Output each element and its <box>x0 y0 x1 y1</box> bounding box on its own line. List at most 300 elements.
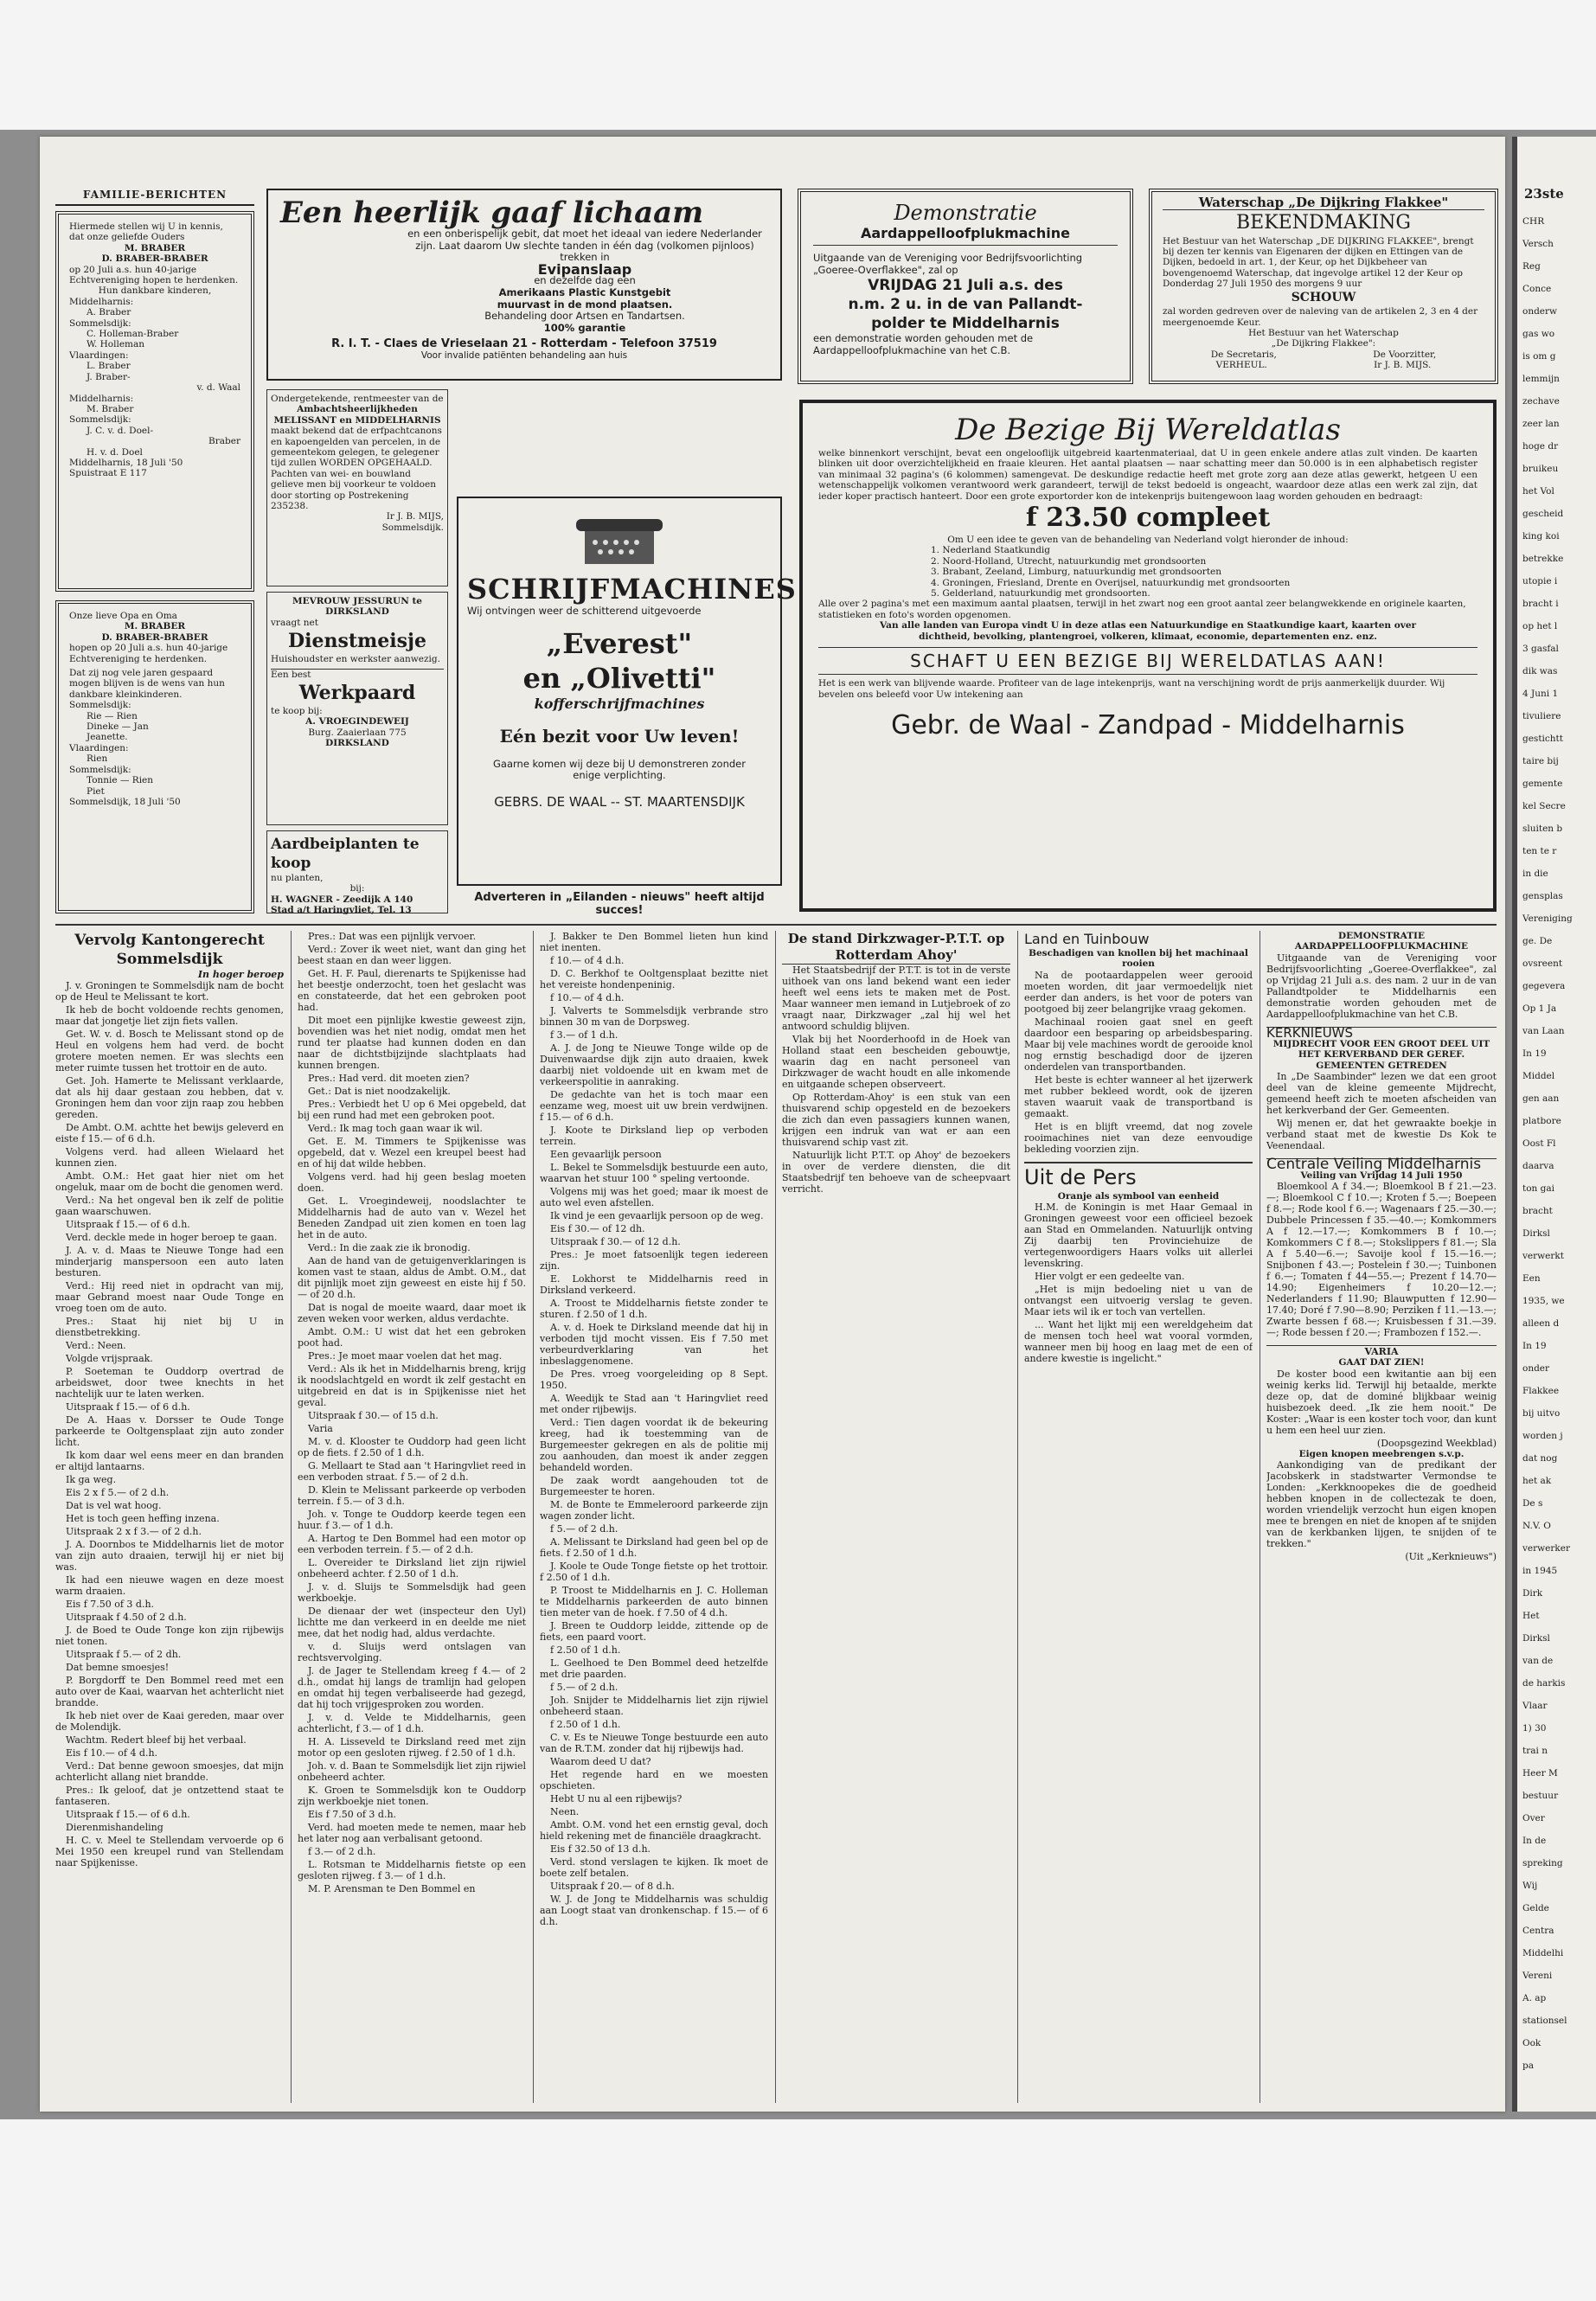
intro: Onze lieve Opa en Oma <box>69 611 177 621</box>
column-3-paragraph: J. Valverts te Sommelsdijk verbrande stro binnen 30 m van de Dorpsweg. <box>540 1005 768 1028</box>
column-2-paragraph: Varia <box>308 1423 333 1434</box>
lichaam-line: 100% garantie <box>543 321 626 334</box>
column-3-paragraph: A. Weedijk te Stad aan 't Haringvliet reed met onder rijbewijs. <box>540 1393 768 1415</box>
atlas-intro: welke binnenkort verschijnt, bevat een ongelooflijk uitgebreid kaartenmateriaal, dat U in geen enkele andere atlas zult vinden. De kaarten blinken uit door overzichtelijkheid en fraaie kleuren. Het aantal plaatsen — naar schatting meer dan 50.000 is in een alphabetisch register van minimaal 32 pagina's (6 kolommen) samengevat. De deskundige redactie heeft met grote zorg aan deze atlas gewerkt, hetgeen U een wetenschappelijk volkomen verantwoord werk garandeert, terwijl de tekst bedoeld is ongeacht, waardoor deze atlas een werk zal zijn, dat ieder koper practisch hanteert. Door een grote exportorder kon de intekenprijs buitengewoon laag worden gehouden en bedraagt: <box>818 448 1477 502</box>
sign: Sommelsdijk. <box>381 522 444 533</box>
edge-word: 3 gasfal <box>1522 644 1559 655</box>
edge-word: bruikeu <box>1522 464 1559 475</box>
demo-date: VRIJDAG 21 Juli a.s. des <box>868 277 1063 295</box>
text: Pachten van wei- en bouwland gelieve men bij voorkeur te voldoen door storting op Postrekening 235238. <box>271 468 436 512</box>
column-3-paragraph: De gedachte van het is toch maar een eenzame weg, moest uit uw brein verdwijnen. f 15.— of 6 d.h. <box>540 1089 768 1123</box>
edge-word: Conce <box>1522 284 1552 295</box>
edge-word: Ook <box>1522 2038 1542 2049</box>
kerk-body <box>1266 1071 1497 1151</box>
name: J. Braber- <box>87 371 131 382</box>
name: C. Holleman-Braber <box>87 329 179 340</box>
edge-word: spreking <box>1522 1858 1563 1869</box>
schrijfmachines-ad <box>457 497 797 886</box>
column-3-paragraph: f 10.— of 4 d.h. <box>550 992 625 1003</box>
atlas-text: Van alle landen van Europa vindt U in deze atlas een Natuurkundige en Staatkundige kaart, kaarten over dichtheid, bevolking, plantengroei, volkeren, klimaat, economie, departementen enz. enz. <box>879 620 1417 642</box>
kerk-sub: MIJDRECHT VOOR EEN GROOT DEEL UIT HET KERVERBAND DER GEREF. GEMEENTEN GETREDEN <box>1272 1038 1490 1071</box>
edge-word: Een <box>1522 1273 1541 1285</box>
column-3-paragraph: Uitspraak f 30.— of 12 d.h. <box>550 1236 681 1247</box>
heading: Ambachtsheerlijkheden <box>297 404 418 415</box>
column-2-paragraph: J. v. d. Sluijs te Sommelsdijk had geen werkboekje. <box>298 1581 526 1604</box>
text: te koop bij: <box>271 706 323 717</box>
edge-word: Op 1 Ja <box>1522 1003 1557 1015</box>
edge-word: N.V. O <box>1522 1521 1551 1532</box>
column-3-paragraph: Eis f 30.— of 12 dh. <box>550 1223 645 1234</box>
edge-word: Dirk <box>1522 1588 1543 1599</box>
column-3-paragraph: P. Troost te Middelharnis en J. C. Holleman te Middelharnis parkeerden de auto binnen tien meter van de hoek. f 7.50 of 4 d.h. <box>540 1585 768 1618</box>
name: Piet <box>87 785 105 797</box>
atlas-footer: Gebr. de Waal - Zandpad - Middelharnis <box>891 709 1405 740</box>
place: Vlaardingen: <box>69 349 129 361</box>
text: vraagt net <box>271 617 318 628</box>
atlas-text: Alle over 2 pagina's met een maximum aantal plaatsen, terwijl in het zwart nog een groot aantal zeer belangwekkende en originele kaarten, statistieken en foto's worden opgenomen. <box>818 599 1466 620</box>
sign: Ir J. B. MIJS, <box>386 511 444 522</box>
waterschap-heading: BEKENDMAKING <box>1236 211 1411 234</box>
sign: De Secretaris, <box>1210 349 1277 360</box>
column-3-paragraph: Uitspraak f 20.— of 8 d.h. <box>550 1881 675 1892</box>
kanton-paragraph: Verd.: Dat benne gewoon smoesjes, dat mijn achterlicht allang niet brandde. <box>55 1760 284 1783</box>
jessurun-ad <box>266 592 448 825</box>
column-2-paragraph: G. Mellaart te Stad aan 't Haringvliet reed in een verboden straat. f 5.— of 2 d.h. <box>298 1460 526 1483</box>
place: Vlaardingen: <box>69 742 129 753</box>
column-2 <box>298 931 526 2103</box>
text: Burg. Zaaierlaan 775 <box>308 727 407 738</box>
waterschap-ad <box>1149 189 1498 384</box>
column-3-paragraph: f 10.— of 4 d.h. <box>550 955 625 966</box>
column-3-paragraph: Een gevaarlijk persoon <box>550 1149 662 1160</box>
column-3-paragraph: Ik vind je een gevaarlijk persoon op de weg. <box>550 1210 764 1221</box>
edge-word: van Laan <box>1522 1026 1565 1037</box>
varia-sub: Eigen knopen meebrengen s.v.p. <box>1298 1448 1465 1459</box>
edge-word: Vereni <box>1522 1971 1553 1982</box>
land-title: Land en Tuinbouw <box>1024 931 1150 947</box>
section-divider <box>55 924 1497 926</box>
column-3-paragraph: J. Bakker te Den Bommel lieten hun kind niet inenten. <box>540 931 768 953</box>
edge-word: hoge dr <box>1522 441 1559 452</box>
edge-word: ovsreent <box>1522 958 1563 970</box>
column-3-paragraph: Neen. <box>550 1806 580 1817</box>
name: H. v. d. Doel <box>87 446 143 458</box>
column-rule <box>291 931 292 2103</box>
edge-word: in 1945 <box>1522 1566 1558 1577</box>
land-body <box>1024 970 1253 1155</box>
column-2-paragraph: M. P. Arensman te Den Bommel en <box>308 1883 476 1894</box>
kanton-column <box>55 931 284 2103</box>
edge-word: In de <box>1522 1836 1547 1847</box>
pers-paragraph: ... Want het lijkt mij een wereldgeheim dat de mensen toch heel wat vooral vormden, wanneer men bij hoog en laag met de een of andere kwestie is ingelicht." <box>1024 1319 1253 1365</box>
edge-word: Middel <box>1522 1071 1555 1082</box>
column-2-paragraph: Joh. v. d. Baan te Sommelsdijk liet zijn rijwiel onbeheerd achter. <box>298 1760 526 1783</box>
column-2-paragraph: Get. L. Vroegindeweij, noodslachter te Middelharnis had de auto van v. Wezel het Beneden Zandpad uit zien komen en toen lag het in de auto. <box>298 1195 526 1240</box>
atlas-slogan: SCHAFT U EEN BEZIGE BIJ WERELDATLAS AAN! <box>818 647 1477 675</box>
column-3-paragraph: Verd.: Tien dagen voordat ik de bekeuring kreeg, had ik toestemming van de Burgemeester gekregen en als de politie mij zou aanhouden, dan moest ik ander zeggen behandeld worden. <box>540 1417 768 1473</box>
column-2-paragraph: Aan de hand van de getuigenverklaringen is komen vast te staan, aldus de Ambt. O.M., dat dit pijnlijk moet zijn geweest en eiste hij f 50.— of 20 d.h. <box>298 1255 526 1300</box>
edge-word: 1) 30 <box>1522 1723 1547 1734</box>
atlas-text: Het is een werk van blijvende waarde. Profiteer van de lage intekenprijs, want na verschijning wordt de prijs aanmerkelijk duurder. Wij bevelen ons beleefd voor Uw intekening aan <box>818 678 1445 700</box>
pers-paragraph: Hier volgt er een gedeelte van. <box>1035 1271 1185 1283</box>
edge-word: ge. De <box>1522 936 1553 947</box>
kanton-paragraph: Ik heb de bocht voldoende rechts genomen, maar dat jongetje liet zijn fiets vallen. <box>55 1004 284 1027</box>
atlas-item: 5. Gelderland, natuurkundig met grondsoorten. <box>931 588 1151 599</box>
name: Braber <box>208 436 240 447</box>
column-3-paragraph: Het regende hard en we moesten opschieten. <box>540 1769 768 1791</box>
sign-row <box>1163 360 1484 370</box>
edge-words <box>1517 199 1596 2076</box>
name: v. d. Waal <box>196 382 240 394</box>
kanton-paragraph: P. Borgdorff te Den Bommel reed met een auto over de Kaai, waarvan het achterlicht niet brandde. <box>55 1675 284 1708</box>
name: W. Holleman <box>87 339 145 350</box>
atlas-item: 3. Brabant, Zeeland, Limburg, natuurkundig met grondsoorten <box>931 567 1222 578</box>
lichaam-line: en dezelfde dag een <box>534 274 636 287</box>
column-3-paragraph: Ambt. O.M. vond het een ernstig geval, doch hield rekening met de financiële draagkracht. <box>540 1819 768 1842</box>
varia-title: VARIA <box>1266 1345 1497 1357</box>
place: Sommelsdijk: <box>69 764 131 775</box>
edge-word: lemmijn <box>1522 374 1560 385</box>
varia-source: (Uit „Kerknieuws") <box>1405 1551 1497 1563</box>
edge-word: stationsel <box>1522 2016 1567 2027</box>
kanton-paragraph: Volgens verd. had alleen Wielaard het kunnen zien. <box>55 1146 284 1169</box>
edge-word: CHR <box>1522 216 1545 228</box>
sign: Ir J. B. MIJS. <box>1374 360 1432 371</box>
edge-word: Vereniging <box>1522 913 1573 925</box>
column-3-paragraph: Eis f 32.50 of 13 d.h. <box>550 1843 651 1855</box>
edge-word: Het <box>1522 1611 1540 1622</box>
kanton-paragraph: Get. W. v. d. Bosch te Melissant stond op de Heul en volgens hem had verd. de bocht grotere moeten nemen. Er was slechts een meter ruimte tussen het trottoir en de auto. <box>55 1029 284 1074</box>
edge-word: king koi <box>1522 531 1560 542</box>
edge-word: 4 Juni 1 <box>1522 689 1559 700</box>
column-3-paragraph: A. Melissant te Dirksland had geen bel op de fiets. f 2.50 of 1 d.h. <box>540 1536 768 1559</box>
edge-word: bracht i <box>1522 599 1559 610</box>
column-2-paragraph: Eis f 7.50 of 3 d.h. <box>308 1809 397 1820</box>
edge-word: 1935, we <box>1522 1296 1565 1307</box>
heading: Dienstmeisje <box>288 630 426 653</box>
family-ad-1-text: op 20 Juli a.s. hun 40-jarige Echtvereniging hopen te herdenken. <box>69 264 239 286</box>
schrijf-text: Gaarne komen wij deze bij U demonstreren zonder enige verplichting. <box>493 757 746 782</box>
column-2-paragraph: Get. E. M. Timmers te Spijkenisse was opgebeld, dat v. Wezel een kreupel beest had en of hij dat wilde hebben. <box>298 1136 526 1170</box>
right-column <box>1266 931 1497 2103</box>
lichaam-line: Evipanslaap <box>537 260 632 278</box>
text: maakt bekend dat de erfpachtcanons en kapoengelden van percelen, in de gemeentekom gelegen, te gelegener tijd zullen WORDEN OPGEHAALD. <box>271 426 442 469</box>
kerk-paragraph: In „De Saambinder" lezen we dat een groot deel van de kleine gemeente Mijdrecht, gemeend heeft zich te moeten afscheiden van het kerkverband der Ger. Gemeenten. <box>1266 1071 1497 1117</box>
family-ad-1 <box>55 211 254 592</box>
sign: VERHEUL. <box>1215 360 1267 371</box>
kerk-paragraph: Wij menen er, dat het gewraakte boekje in verband staat met de kwestie Ds Kok te Veenendaal. <box>1266 1118 1497 1152</box>
column-2-paragraph: Pres.: Verbiedt het U op 6 Mei opgebeld, dat bij een rund had met een gebroken poot. <box>298 1099 526 1121</box>
varia-text: Aankondiging van de predikant der Jacobskerk in stadstwarter Vermondse te Londen: „Kerkknoopekes die de goedheid hebben knopen in de collectezak te doen, worden vriendelijk verzocht hun eigen knopen mee te brengen en niet de knopen af te snijden van de kerkbanken lijgen, te snijden of te trekken." <box>1266 1459 1497 1550</box>
family-header: FAMILIE-BERICHTEN <box>55 189 254 206</box>
land-paragraph: Het is en blijft vreemd, dat nog zovele rooimachines niet van deze eenvoudige bekleding voorzien zijn. <box>1024 1120 1253 1155</box>
edge-word: Dirksl <box>1522 1633 1550 1644</box>
land-paragraph: Het beste is echter wanneer al het ijzerwerk met rubber bekleed wordt, ook de ijzeren staven waaruit vaak de transportband is gemaakt. <box>1024 1074 1253 1119</box>
dirkzwager-paragraph: Natuurlijk licht P.T.T. op Ahoy' de bezoekers in over de verdere diensten, die dit Staatsbedrijf ten behoeve van de scheepvaart verricht. <box>782 1150 1010 1195</box>
edge-word: gas wo <box>1522 329 1555 340</box>
edge-word: dik was <box>1522 666 1558 677</box>
pers-sub: Oranje als symbool van eenheid <box>1057 1190 1220 1202</box>
kanton-paragraph: J. A. v. d. Maas te Nieuwe Tonge had een minderjarig manspersoon een auto laten besturen. <box>55 1245 284 1279</box>
column-2-paragraph: Volgens verd. had hij geen beslag moeten doen. <box>298 1171 526 1194</box>
column-3-paragraph: f 2.50 of 1 d.h. <box>550 1644 621 1656</box>
column-3-paragraph: A. v. d. Hoek te Dirksland meende dat hij in verboden tijd mocht vissen. Eis f 7.50 met verbeurdverklaring van het inbeslaggenomene. <box>540 1322 768 1367</box>
dirkzwager-paragraph: Het Staatsbedrijf der P.T.T. is tot in de verste uithoek van ons land bekend want een ieder heeft wel eens iets te maken met de Post. Maar wanneer men iemand in Lutjebroek of zo vraagt naar, Dirkzwager „zal hij wel het antwoord schuldig blijven. <box>782 965 1010 1032</box>
schrijf-title: SCHRIJFMACHINES <box>467 573 797 606</box>
date: Middelharnis, 18 Juli '50 <box>69 457 183 468</box>
edge-word: verwerker <box>1522 1543 1570 1554</box>
edge-word: Wij <box>1522 1881 1538 1892</box>
column-3-paragraph: J. Breen te Ouddorp leidde, zittende op de fiets, een paard voort. <box>540 1620 768 1643</box>
column-3-body <box>540 931 768 1927</box>
kanton-paragraph: Ik heb niet over de Kaai gereden, maar over de Molendijk. <box>55 1710 284 1733</box>
dirkzwager-body <box>782 965 1010 1195</box>
kanton-paragraph: Uitspraak 2 x f 3.— of 2 d.h. <box>66 1526 202 1537</box>
demo-subtitle: Aardappelloofplukmachine <box>813 225 1118 246</box>
edge-word: bestuur <box>1522 1791 1559 1802</box>
demo-place: polder te Middelharnis <box>871 315 1060 333</box>
text: hopen op 20 Juli a.s. hun 40-jarige Echtvereniging te herdenken. <box>69 643 228 664</box>
column-2-paragraph: v. d. Sluijs werd ontslagen van rechtsvervolging. <box>298 1641 526 1663</box>
column-3-paragraph: De zaak wordt aangehouden tot de Burgemeester te horen. <box>540 1475 768 1497</box>
demo-title: Demonstratie <box>894 201 1037 225</box>
name: Rie — Rien <box>87 710 138 721</box>
kanton-paragraph: Verd.: Neen. <box>66 1340 126 1351</box>
kanton-body <box>55 980 284 1868</box>
text: Huishoudster en werkster aanwezig. <box>271 654 440 665</box>
edge-word: in die <box>1522 868 1548 880</box>
edge-word: het Vol <box>1522 486 1554 497</box>
text: H. WAGNER - Zeedijk A 140 <box>271 894 413 905</box>
pers-paragraph: „Het is mijn bedoeling niet u van de ontvangst een uitvoerig verslag te geven. Maar iets wil ik er toch van vertellen. <box>1024 1284 1253 1318</box>
schrijf-address: GEBRS. DE WAAL -- ST. MAARTENSDIJK <box>494 793 745 810</box>
edge-word: is om g <box>1522 351 1556 362</box>
kanton-sub: In hoger beroep <box>197 969 284 980</box>
edge-word: utopie i <box>1522 576 1558 587</box>
column-rule <box>533 931 534 2103</box>
family-ad-2 <box>55 600 254 913</box>
schrijf-brand-2: en „Olivetti" <box>522 661 716 695</box>
name: L. Braber <box>87 361 131 372</box>
text: nu planten, <box>271 873 324 883</box>
waterschap-body: zal worden gedreven over de naleving van de artikelen 2, 3 en 4 der meergenoemde Keur. <box>1163 306 1478 328</box>
schrijf-text: kofferschrijfmachines <box>534 695 705 712</box>
column-3-paragraph: f 2.50 of 1 d.h. <box>550 1719 621 1730</box>
kanton-paragraph: De A. Haas v. Dorsser te Oude Tonge parkeerde te Ooltgensplaat zijn auto zonder licht. <box>55 1414 284 1448</box>
atlas-price: f 23.50 compleet <box>1025 503 1271 534</box>
veiling-title: Centrale Veiling Middelharnis <box>1266 1158 1497 1170</box>
text: Ondergetekende, rentmeester van de <box>271 394 444 404</box>
column-2-paragraph: H. A. Lisseveld te Dirksland reed met zijn motor op een gesloten rijweg. f 2.50 of 1 d.h. <box>298 1736 526 1759</box>
text: Een best <box>271 669 444 680</box>
edge-word: verwerkt <box>1522 1251 1564 1262</box>
edge-word: betrekke <box>1522 554 1564 565</box>
column-3-paragraph: Joh. Snijder te Middelharnis liet zijn rijwiel onbeheerd staan. <box>540 1695 768 1717</box>
column-3-paragraph: A. J. de Jong te Nieuwe Tonge wilde op de Duivenwaardse dijk zijn auto draaien, kwek daarbij niet voldoende uit en kwam met de verkeerspolitie in aanraking. <box>540 1042 768 1087</box>
lichaam-line: en een onberispelijk gebit, dat moet het ideaal van iedere Nederlander zijn. Laat daarom Uw slechte tanden in één dag (volkomen pijnloos) trekken in <box>407 228 762 264</box>
atlas-ad <box>799 400 1497 912</box>
column-3 <box>540 931 768 2103</box>
edge-word: Oost Fl <box>1522 1138 1556 1150</box>
dirkzwager-paragraph: Vlak bij het Noorderhoofd in de Hoek van Holland staat een bescheiden gebouwtje, waarin dag en nacht personeel van Dirkzwager de wacht houdt en alle inkomende en uitgaande schepen observeert. <box>782 1034 1010 1090</box>
atlas-title: De Bezige Bij Wereldatlas <box>955 413 1341 447</box>
column-3-paragraph: Pres.: Je moet fatsoenlijk tegen iedereen zijn. <box>540 1249 768 1272</box>
kanton-paragraph: Ik had een nieuwe wagen en deze moest warm draaien. <box>55 1574 284 1597</box>
edge-word: taire bij <box>1522 756 1559 767</box>
sign: Het Bestuur van het Waterschap <box>1248 328 1399 339</box>
kerk-title: KERKNIEUWS <box>1266 1027 1497 1039</box>
kanton-paragraph: Uitspraak f 15.— of 6 d.h. <box>66 1809 190 1820</box>
text: DIRKSLAND <box>325 738 389 749</box>
family-ad-1-kinderen: Hun dankbare kinderen, <box>98 285 212 297</box>
atlas-item: 1. Nederland Staatkundig <box>931 545 1050 556</box>
column-2-paragraph: f 3.— of 2 d.h. <box>308 1846 376 1857</box>
schrijf-slogan: Eén bezit voor Uw leven! <box>499 725 740 747</box>
edge-word: gegevera <box>1522 981 1566 992</box>
column-3-paragraph: Verd. stond verslagen te kijken. Ik moet de boete zelf betalen. <box>540 1856 768 1879</box>
kanton-paragraph: H. C. v. Meel te Stellendam vervoerde op 6 Mei 1950 een kreupel rund van Stellendam naar Spijkenisse. <box>55 1835 284 1868</box>
edge-word: Versch <box>1522 239 1554 250</box>
column-3-paragraph: f 3.— of 1 d.h. <box>550 1029 619 1041</box>
name: Tonnie — Rien <box>87 775 154 786</box>
kanton-paragraph: Verd.: Na het ongeval ben ik zelf de politie gaan waarschuwen. <box>55 1195 284 1217</box>
column-rule <box>1017 931 1018 2103</box>
kanton-paragraph: Eis f 10.— of 4 d.h. <box>66 1747 158 1759</box>
text: Dat zij nog vele jaren gespaard mogen blijven is de wens van hun dankbare kleinkinderen. <box>69 668 225 700</box>
text: bij: <box>349 883 365 894</box>
column-3-paragraph: C. v. Es te Nieuwe Tonge bestuurde een auto van de R.T.M. zonder dat hij rijbewijs had. <box>540 1732 768 1754</box>
edge-word: A. ap <box>1522 1993 1547 2004</box>
lichaam-line: Behandeling door Artsen en Tandartsen. <box>484 310 685 323</box>
edge-word: gescheid <box>1522 509 1564 520</box>
atlas-text: Om U een idee te geven van de behandeling van Nederland volgt hieronder de inhoud: <box>947 535 1349 546</box>
lichaam-body <box>280 228 768 334</box>
edge-word: gemente <box>1522 779 1563 790</box>
lichaam-line: muurvast in de mond plaatsen. <box>497 298 673 311</box>
column-3-paragraph: f 5.— of 2 d.h. <box>550 1682 619 1693</box>
kanton-paragraph: Wachtm. Redert bleef bij het verbaal. <box>66 1734 247 1746</box>
kanton-paragraph: Uitspraak f 5.— of 2 dh. <box>66 1649 182 1660</box>
typewriter-icon <box>567 503 671 573</box>
column-3-paragraph: Waarom deed U dat? <box>550 1756 651 1767</box>
name: Dineke — Jan <box>87 721 149 733</box>
column-3-paragraph: W. J. de Jong te Middelharnis was schuldig aan Loogt staat van dronkenschap. f 15.— of 6 d.h. <box>540 1894 768 1927</box>
name: D. BRABER-BRABER <box>101 631 208 643</box>
date: Sommelsdijk, 18 Juli '50 <box>69 796 181 807</box>
column-2-paragraph: L. Overeider te Dirksland liet zijn rijwiel onbeheerd achter. f 2.50 of 1 d.h. <box>298 1557 526 1580</box>
dirkzwager-paragraph: Op Rotterdam-Ahoy' is een stuk van een thuisvarend schip opgesteld en de bezoekers die zich dan even passagiers kunnen wanen, krijgen een indruk van wat er aan een thuisvarend schip vast zit. <box>782 1092 1010 1148</box>
varia-text: De koster bood een kwitantie aan bij een weinig kerks lid. Terwijl hij betaalde, merkte deze op, dat de dominé blijkbaar weinig huisbezoek deed. „Ik zie hem nooit." De Koster: „Waar is een koster toch voor, dan kunt u hem een heel uur zien. <box>1266 1368 1497 1436</box>
next-page-edge <box>1512 137 1596 2112</box>
name: M. Braber <box>87 403 134 414</box>
column-2-paragraph: A. Hartog te Den Bommel had een motor op een verboden terrein. f 5.— of 2 d.h. <box>298 1533 526 1555</box>
dirkzwager-column <box>782 931 1010 2103</box>
text: A. VROEGINDEWEIJ <box>305 716 409 727</box>
scan-top-margin <box>0 0 1596 130</box>
land-paragraph: Machinaal rooien gaat snel en geeft daardoor een besparing op arbeidsbesparing. Maar bij vele machines wordt de gerooide knol nog ernstig beschadigd door de ijzeren onderdelen van transportbanden. <box>1024 1016 1253 1073</box>
place: Sommelsdijk: <box>69 700 131 711</box>
sign: „De Dijkring Flakkee": <box>1271 338 1376 349</box>
edge-word: het ak <box>1522 1476 1552 1487</box>
heading: Aardbeiplanten te koop <box>271 836 420 872</box>
column-3-paragraph: A. Troost te Middelharnis fietste zonder te sturen. f 2.50 of 1 d.h. <box>540 1298 768 1320</box>
dirkzwager-title: De stand Dirkzwager-P.T.T. op Rotterdam Ahoy' <box>782 931 1010 965</box>
column-3-paragraph: J. Koole te Oude Tonge fietste op het trottoir. f 2.50 of 1 d.h. <box>540 1561 768 1583</box>
column-2-paragraph: Get. H. F. Paul, dierenarts te Spijkenisse had het beestje onderzocht, toen het geslacht was en constateerde, dat het een gebroken poot had. <box>298 968 526 1013</box>
column-3-paragraph: D. C. Berkhof te Ooltgensplaat bezitte niet het vereiste hondenpeninig. <box>540 968 768 990</box>
sign: De Voorzitter, <box>1373 349 1437 360</box>
name: M. BRABER <box>124 621 186 632</box>
demo-time: n.m. 2 u. in de van Pallandt- <box>848 296 1083 314</box>
edge-word: bracht <box>1522 1206 1553 1217</box>
edge-word: van de <box>1522 1656 1554 1667</box>
column-2-paragraph: Pres.: Had verd. dit moeten zien? <box>308 1073 470 1084</box>
kanton-paragraph: Ik kom daar wel eens meer en dan branden er altijd lantaarns. <box>55 1450 284 1472</box>
edge-word: Vlaar <box>1522 1701 1548 1712</box>
edge-word: Centra <box>1522 1926 1554 1937</box>
name: J. C. v. d. Doel- <box>87 425 154 436</box>
edge-word: de harkis <box>1522 1678 1566 1689</box>
column-3-paragraph: De Pres. vroeg voorgeleiding op 8 Sept. 1950. <box>540 1368 768 1391</box>
varia-source: (Doopsgezind Weekblad) <box>1376 1437 1497 1449</box>
kanton-paragraph: Uitspraak f 4.50 of 2 d.h. <box>66 1612 187 1623</box>
text: MEVROUW JESSURUN te DIRKSLAND <box>292 596 422 618</box>
column-3-paragraph: Volgens mij was het goed; maar ik moest de auto wel even afstellen. <box>540 1186 768 1208</box>
column-2-paragraph: Joh. v. Tonge te Ouddorp keerde tegen een huur. f 3.— of 1 d.h. <box>298 1509 526 1531</box>
kanton-title: Vervolg Kantongerecht Sommelsdijk <box>74 932 265 968</box>
kanton-paragraph: Verd.: Hij reed niet in opdracht van mij, maar Gebrand moest naar Oude Tonge en vroeg toen om de auto. <box>55 1280 284 1314</box>
lichaam-line: Amerikaans Plastic Kunstgebit <box>498 285 671 298</box>
atlas-item: 2. Noord-Holland, Utrecht, natuurkundig met grondsoorten <box>931 555 1207 567</box>
land-sub: Beschadigen van knollen bij het machinaal rooien <box>1029 948 1248 970</box>
column-2-paragraph: Verd.: In die zaak zie ik bronodig. <box>308 1242 471 1253</box>
column-2-paragraph: Verd. had moeten mede te nemen, maar heb het later nog aan verbalisant getoond. <box>298 1822 526 1844</box>
place: Middelharnis: <box>69 296 134 307</box>
edge-word: worden j <box>1522 1431 1563 1442</box>
edge-word: Middelhi <box>1522 1948 1564 1959</box>
kanton-paragraph: Uitspraak f 15.— of 6 d.h. <box>66 1401 190 1413</box>
edge-word: Over <box>1522 1813 1545 1824</box>
edge-word: dat nog <box>1522 1453 1558 1465</box>
kanton-paragraph: Uitspraak f 15.— of 6 d.h. <box>66 1219 190 1230</box>
kanton-paragraph: J. de Boed te Oude Tonge kon zijn rijbewijs niet tonen. <box>55 1625 284 1647</box>
veiling-sub: Veiling van Vrijdag 14 Juli 1950 <box>1300 1170 1463 1182</box>
column-3-paragraph: Hebt U nu al een rijbewijs? <box>550 1793 683 1804</box>
kanton-paragraph: Pres.: Staat hij niet bij U in dienstbetrekking. <box>55 1316 284 1338</box>
edge-word: trai n <box>1522 1746 1548 1757</box>
edge-date: 23ste <box>1524 186 1564 202</box>
edge-word: gen aan <box>1522 1093 1560 1105</box>
edge-word: platbore <box>1522 1116 1561 1127</box>
demo-text: een demonstratie worden gehouden met de Aardappelloofplukmachine van het C.B. <box>813 332 1034 356</box>
kanton-paragraph: Ik ga weg. <box>66 1474 117 1485</box>
pers-body <box>1024 1202 1253 1364</box>
column-2-paragraph: Get.: Dat is niet noodzakelijk. <box>308 1086 451 1097</box>
edge-word: gensplas <box>1522 891 1563 902</box>
family-ad-1-name1: M. BRABER <box>124 242 186 253</box>
demonstratie-ad <box>798 189 1133 384</box>
land-pers-column <box>1024 931 1253 2103</box>
edge-word: onder <box>1522 1363 1550 1375</box>
lichaam-note: Voor invalide patiënten behandeling aan huis <box>420 350 628 362</box>
schrijf-text: Wij ontvingen weer de schitterend uitgevoerde <box>467 605 702 617</box>
column-2-paragraph: Pres.: Dat was een pijnlijk vervoer. <box>308 931 477 942</box>
edge-word: op het l <box>1522 621 1558 632</box>
edge-word: Flakkee <box>1522 1386 1560 1397</box>
edge-word: De s <box>1522 1498 1543 1509</box>
column-3-paragraph: L. Geelhoed te Den Bommel deed hetzelfde met drie paarden. <box>540 1657 768 1680</box>
column-2-paragraph: M. v. d. Klooster te Ouddorp had geen licht op de fiets. f 2.50 of 1 d.h. <box>298 1436 526 1458</box>
